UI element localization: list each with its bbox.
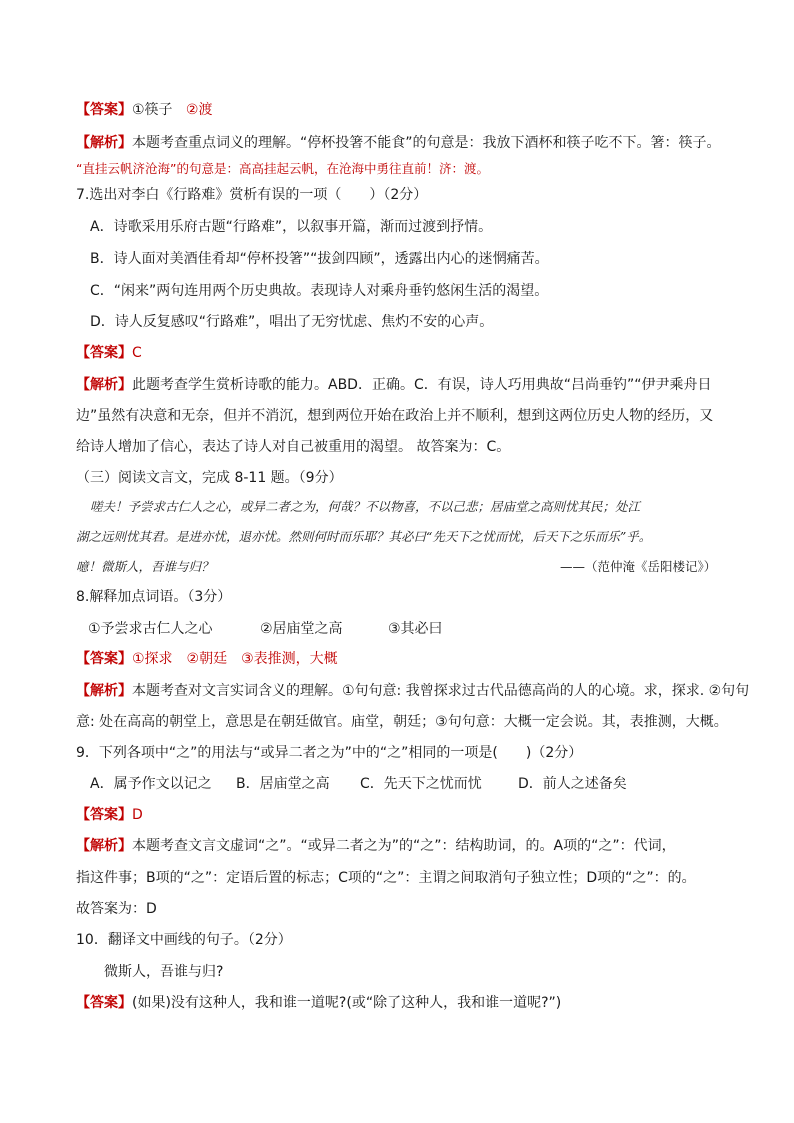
option-c: C．“闲来”两句连用两个历史典故。表现诗人对乘舟垂钓悠闲生活的渴望。 [90,283,549,299]
answer-tag: 【答案】 [76,651,132,667]
explanation-line: 边”虽然有决意和无奈，但并不消沉，想到两位开始在政治上并不顺利，想到这两位历史人物的经历，又 [76,408,714,424]
explanation-text: 此题考查学生赏析诗歌的能力。ABD．正确。C．有误，诗人巧用典故“吕尚垂钓”“伊尹乘舟日 [132,377,712,393]
option-d: D．诗人反复感叹“行路难”，唱出了无穷忧虑、焦灼不安的心声。 [90,314,494,330]
answer-tag: 【答案】 [76,102,132,118]
explanation-text: 本题考查文言文虚词“之”。“或异二者之为”的“之”：结构助词，的。A项的“之”：代词， [132,838,676,854]
answer-tag: 【答案】 [76,345,132,361]
question-8: 8.解释加点词语。（3分） [76,589,232,605]
answer-tag: 【答案】 [76,807,132,823]
option-a: A．诗歌采用乐府古题“行路难”，以叙事开篇，渐而过渡到抒情。 [90,219,493,235]
question-10-sentence: 微斯人，吾谁与归? [104,964,224,980]
question-9-option: B．居庙堂之高 [236,776,330,792]
answer-text: C [132,345,142,361]
answer-text: ①筷子 [132,102,173,118]
answer-tag: 【答案】 [76,995,132,1011]
section-heading: （三）阅读文言文，完成 8-11 题。（9分） [76,470,343,486]
explanation-tag: 【解析】 [76,377,132,393]
answer-text: ②渡 [185,102,213,118]
explanation-line [76,375,712,395]
explanation-text: 本题考查对文言实词含义的理解。①句句意: 我曾探求过古代品德高尚的人的心境。求，探求. ②句句 [132,683,750,699]
option-b: B．诗人面对美酒佳肴却“停杯投箸”“拔剑四顾”，透露出内心的迷惘痛苦。 [90,251,549,267]
answer-line [76,100,212,120]
explanation-tag: 【解析】 [76,838,132,854]
question-9: 9．下列各项中“之”的用法与“或异二者之为”中的“之”相同的一项是( )（2分） [76,745,583,761]
explanation-line: 指这件事；B项的“之”：定语后置的标志；C项的“之”：主谓之间取消句子独立性；D项的“之”：的。 [76,870,696,886]
question-8-item: ②居庙堂之高 [260,621,343,637]
question-9-option: C．先天下之忧而忧 [360,776,482,792]
question-9-option: A．属予作文以记之 [90,776,212,792]
passage-source: ——（范仲淹《岳阳楼记》） [560,559,717,574]
question-7: 7.选出对李白《行路难》赏析有误的一项（ ）（2分） [76,187,428,203]
explanation-tag: 【解析】 [76,683,132,699]
passage-line: 嗟夫！予尝求古仁人之心，或异二者之为，何哉？不以物喜，不以己悲；居庙堂之高则忧其民；处江 [90,499,641,514]
question-10: 10．翻译文中画线的句子。（2分） [76,932,292,948]
answer-text: (如果)没有这种人，我和谁一道呢?(或“除了这种人，我和谁一道呢?”) [132,995,562,1011]
answer-line [76,805,143,825]
answer-line [76,993,561,1013]
answer-text: ①探求 ②朝廷 ③表推测，大概 [132,651,338,667]
passage-line: 噫！微斯人，吾谁与归？ [76,559,214,574]
explanation-text: 本题考查重点词义的理解。“停杯投箸不能食”的句意是：我放下酒杯和筷子吃不下。箸：筷子。 [132,135,721,151]
explanation-line: “直挂云帆济沧海”的句意是：高高挂起云帆，在沧海中勇往直前！济：渡。 [76,161,489,176]
explanation-line [76,133,721,153]
passage-line: 湖之远则忧其君。是进亦忧，退亦忧。然则何时而乐耶？其必曰“先天下之忧而忧，后天下之乐而乐”乎。 [76,529,652,544]
question-8-item: ①予尝求古仁人之心 [88,621,213,637]
question-9-option: D．前人之述备矣 [518,776,627,792]
explanation-line: 故答案为：D [76,901,157,917]
question-8-item: ③其必曰 [388,621,443,637]
explanation-line: 意: 处在高高的朝堂上，意思是在朝廷做官。庙堂，朝廷；③句句意：大概一定会说。其，表推测，大概。 [76,714,728,730]
explanation-line [76,836,676,856]
answer-line [76,343,142,363]
answer-text: D [132,807,143,823]
explanation-line: 给诗人增加了信心，表达了诗人对自己被重用的渴望。 故答案为：C。 [76,439,511,455]
answer-line [76,649,338,669]
explanation-line [76,681,749,701]
explanation-tag: 【解析】 [76,135,132,151]
